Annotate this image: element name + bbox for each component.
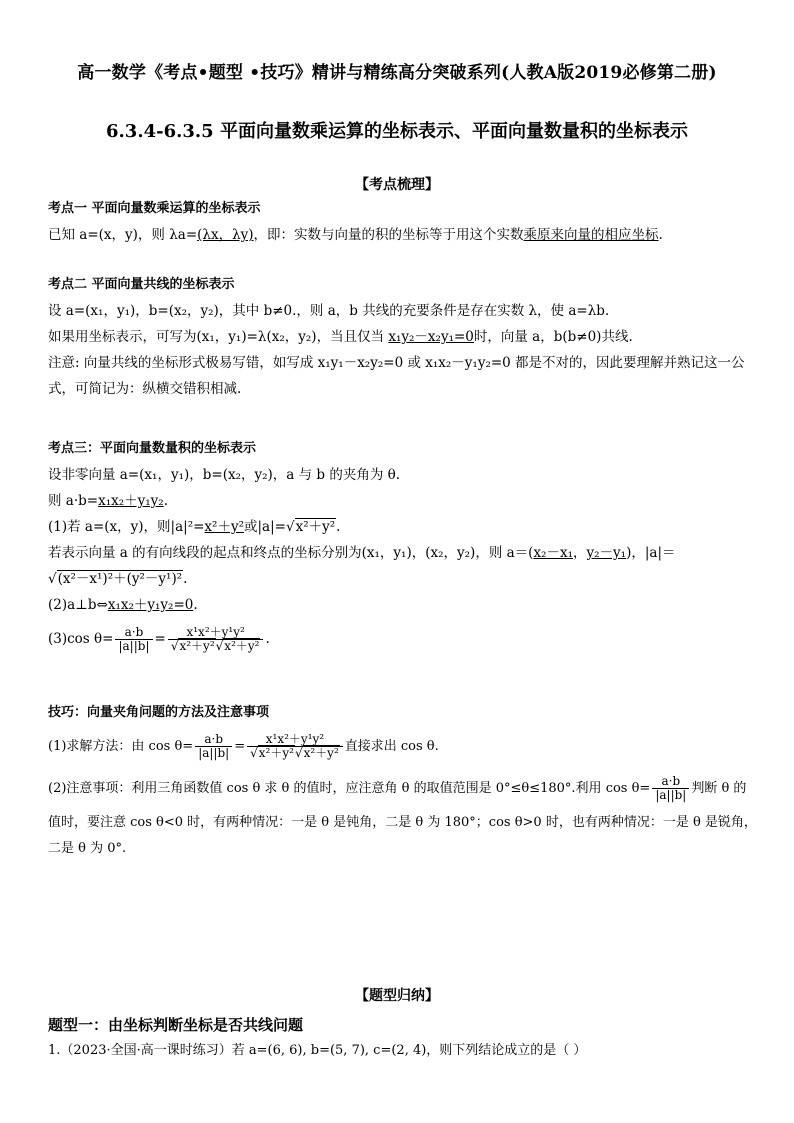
kp2-line4: 式，可简记为：纵横交错积相减. (48, 381, 242, 397)
frac4-den-a: x²＋y² (258, 746, 294, 760)
kp3-l6-underline: x₁x₂＋y₁y₂=0 (107, 597, 194, 613)
sqrt-symbol: √x²＋y² (294, 746, 339, 760)
kp3-line4 (48, 540, 748, 566)
kp3-l5-radicand: (x²－x¹)²＋(y²－y¹)² (57, 571, 183, 587)
heading-tixing: 【题型归纳】 (355, 988, 439, 1004)
kp3-l3-underline: x²＋y² (204, 519, 244, 535)
frac3-den: |a||b| (198, 746, 230, 760)
kp3-line5 (48, 566, 748, 592)
sqrt-symbol: √x²＋y² (285, 519, 336, 535)
frac2-den-a: x²＋y² (179, 639, 215, 653)
kp2-underline: x₁y₂－x₂y₁=0 (388, 329, 474, 345)
kp3-l6-b: . (193, 597, 198, 613)
fraction-1 (115, 626, 152, 653)
tixing1-block (48, 1012, 748, 1064)
kp2-line1: 设 a=(x₁，y₁)，b=(x₂，y₂)，其中 b≠0.，则 a，b 共线的充要条件是存在实数 λ，使 a=λb. (48, 303, 610, 319)
sqrt-symbol: √x²＋y² (215, 639, 260, 653)
kp3-l2-underline: x₁x₂＋y₁y₂ (98, 493, 164, 509)
tip-l1-eq: = (234, 739, 246, 754)
kp3-l3-c: . (336, 519, 341, 535)
kp3-block (48, 436, 748, 660)
tip-line1 (48, 726, 748, 768)
tip-l2-b: 判断 θ 的 (691, 781, 747, 796)
kp3-l3-radicand: x²＋y² (295, 519, 336, 535)
fraction-3 (195, 733, 232, 760)
kp3-l4-underline-2: y₂－y₁ (586, 545, 627, 561)
kp3-l6-a: (2)a⊥b⇔ (48, 597, 108, 613)
kp3-l3-a: (1)若 a=(x，y)，则|a|²= (48, 519, 205, 535)
kp3-l7-eq: = (154, 631, 166, 647)
kp3-l5-b: . (183, 571, 188, 587)
kp3-line3 (48, 514, 748, 540)
kp3-title: 考点三：平面向量数量积的坐标表示 (48, 441, 257, 456)
tip-line4: 二是 θ 为 0°. (48, 841, 127, 856)
kp2-title: 考点二 平面向量共线的坐标表示 (48, 277, 235, 292)
frac5-den: |a||b| (655, 788, 687, 802)
kp1-text-b: ，即：实数与向量的积的坐标等于用这个实数 (253, 227, 524, 243)
kp1-underline-1: (λx，λy) (197, 227, 254, 243)
sqrt-symbol: √x²＋y² (250, 746, 294, 760)
frac1-num: a·b (115, 626, 152, 640)
sqrt-symbol: √(x²－x¹)²＋(y²－y¹)² (48, 571, 183, 587)
frac4-num: x¹x²＋y¹y² (247, 733, 343, 747)
fraction-4 (247, 733, 343, 760)
kp3-l4-m: ， (573, 545, 587, 561)
tixing1-title: 题型一：由坐标判断坐标是否共线问题 (48, 1016, 304, 1034)
tip-line3: 值时，要注意 cos θ<0 时，有两种情况：一是 θ 是钝角，二是 θ 为 180°；cos θ>0 时，也有两种情况：一是 θ 是锐角， (48, 815, 757, 830)
sqrt-symbol: √x²＋y² (170, 639, 215, 653)
question-1: 1.（2023·全国·高一课时练习）若 a=(6, 6), b=(5, 7), c=(2, 4)，则下列结论成立的是（ ） (48, 1043, 587, 1058)
kp3-l7-a: (3)cos θ= (48, 631, 114, 647)
kp3-l4-b: )，|a|＝ (626, 545, 676, 561)
kp3-l7-b: . (265, 631, 270, 647)
tip-l2-a: (2)注意事项：利用三角函数值 cos θ 求 θ 的值时，应注意角 θ 的取值范围是 0°≤θ≤180°.利用 cos θ= (48, 781, 651, 796)
kp2-text-b: 时，向量 a，b(b≠0)共线. (473, 329, 633, 345)
tip-l1-b: 直接求出 cos θ. (344, 739, 439, 754)
kp1-title: 考点一 平面向量数乘运算的坐标表示 (48, 201, 261, 216)
tip-title: 技巧：向量夹角问题的方法及注意事项 (48, 705, 270, 720)
frac4-den-b: x²＋y² (303, 746, 339, 760)
kp3-l3-b: 或|a|= (244, 519, 286, 535)
kp1-underline-2: 乘原来向量的相应坐标 (523, 227, 659, 243)
fraction-5 (652, 775, 689, 802)
kp3-l2-b: . (163, 493, 169, 509)
kp2-line3: 注意: 向量共线的坐标形式极易写错，如写成 x₁y₁－x₂y₂=0 或 x₁x₂－y₁y₂=0 都是不对的，因此要理解并熟记这一公 (48, 355, 745, 371)
tip-block (48, 700, 757, 862)
kp2-text-a: 如果用坐标表示，可写为(x₁，y₁)=λ(x₂，y₂)，当且仅当 (48, 329, 389, 345)
kp3-l4-underline-1: x₂－x₁ (533, 545, 573, 561)
frac5-num: a·b (652, 775, 689, 789)
tip-l1-a: (1)求解方法：由 cos θ= (48, 739, 194, 754)
frac2-den (168, 640, 264, 653)
frac3-num: a·b (195, 733, 232, 747)
section-title: 6.3.4-6.3.5 平面向量数乘运算的坐标表示、平面向量数量积的坐标表示 (106, 121, 688, 142)
frac2-num: x¹x²＋y¹y² (168, 626, 264, 640)
kp1-text-c: . (658, 227, 663, 243)
frac1-den: |a||b| (118, 639, 150, 653)
document-title: 高一数学《考点•题型 •技巧》精讲与精练高分突破系列(人教A版2019必修第二册) (77, 63, 717, 83)
kp3-line6 (48, 592, 748, 618)
frac2-den-b: x²＋y² (224, 639, 260, 653)
kp3-line1: 设非零向量 a=(x₁，y₁)，b=(x₂，y₂)，a 与 b 的夹角为 θ. (48, 467, 401, 483)
kp2-line2 (48, 324, 748, 350)
kp1-text-a: 已知 a=(x，y)，则 λa= (48, 227, 198, 243)
tip-line2 (48, 768, 748, 810)
kp1-block (48, 196, 748, 248)
kp3-l4-a: 若表示向量 a 的有向线段的起点和终点的坐标分别为(x₁，y₁)，(x₂，y₂)，则 a＝( (48, 545, 534, 561)
fraction-2 (168, 626, 264, 653)
kp3-l2-a: 则 a·b= (48, 493, 99, 509)
frac4-den (247, 747, 343, 760)
kp2-block (48, 272, 748, 402)
kp1-line1 (48, 222, 748, 248)
kp3-line2 (48, 488, 748, 514)
heading-kaodian: 【考点梳理】 (355, 177, 439, 193)
kp3-line7 (48, 618, 748, 660)
